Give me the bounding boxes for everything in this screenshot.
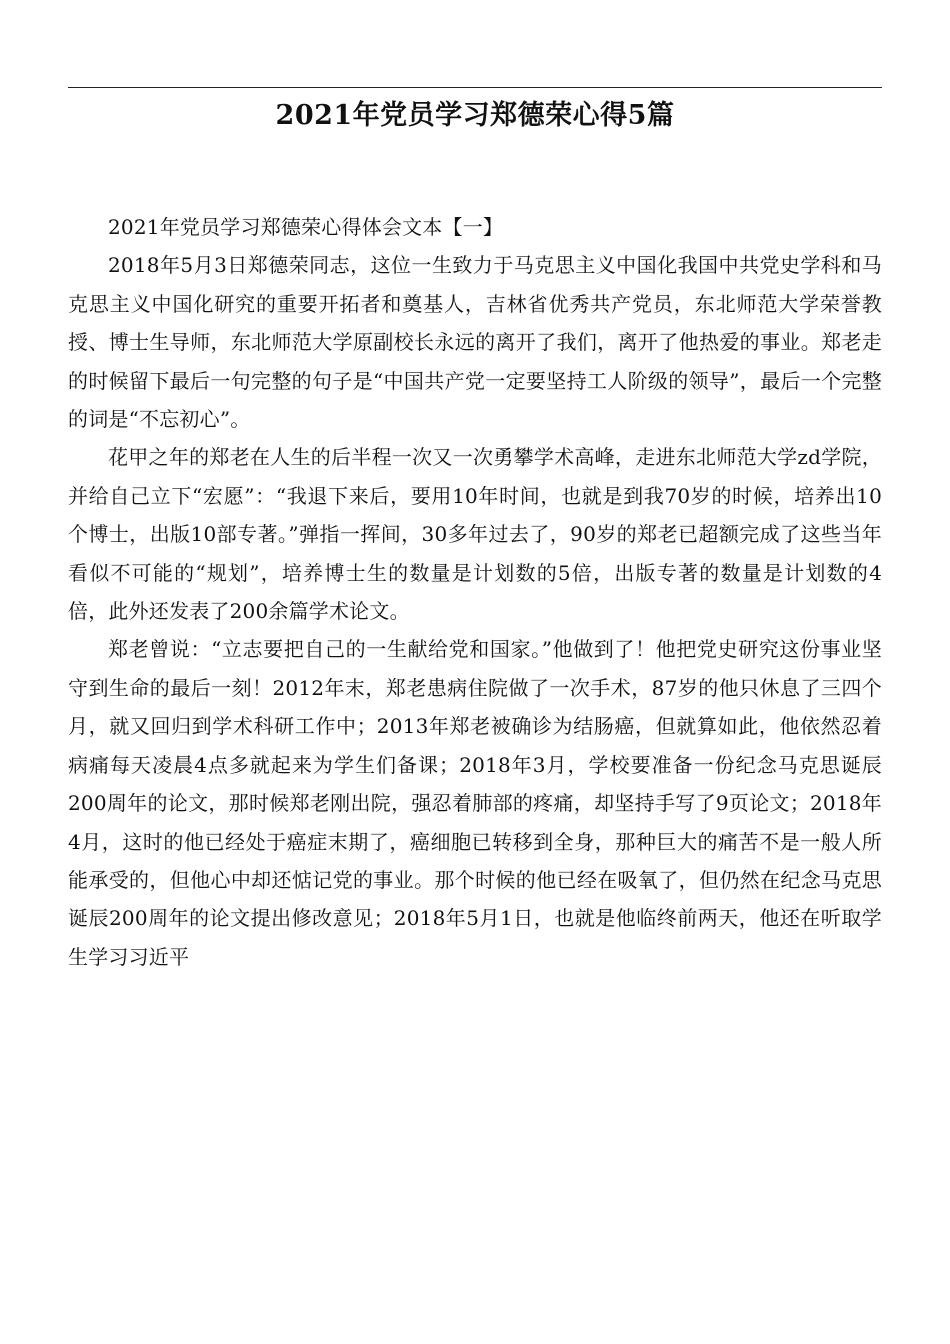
body-paragraph-1: 2018年5月3日郑德荣同志，这位一生致力于马克思主义中国化我国中共党史学科和马克思主义中国化研究的重要开拓者和奠基人，吉林省优秀共产党员，东北师范大学荣誉教授、博士生导师，东北师范大学原副校长永远的离开了我们，离开了他热爱的事业。郑老走的时候留下最后一句完整的句子是“中国共产党一定要坚持工人阶级的领导”，最后一个完整的词是“不忘初心”。: [68, 253, 882, 432]
body-paragraph-2: 花甲之年的郑老在人生的后半程一次又一次勇攀学术高峰，走进东北师范大学zd学院，并给自己立下“宏愿”：“我退下来后，要用10年时间，也就是到我70岁的时候，培养出10个博士，出版10部专著。”弹指一挥间，30多年过去了，90岁的郑老已超额完成了这些当年看似不可能的“规划”，培养博士生的数量是计划数的5倍，出版专著的数量是计划数的4倍，此外还发表了200余篇学术论文。: [68, 445, 882, 624]
section-heading: 2021年党员学习郑德荣心得体会文本【一】: [108, 215, 504, 239]
header-rule: [68, 87, 882, 88]
document-body: [68, 208, 882, 976]
document-title: 2021年党员学习郑德荣心得5篇: [275, 100, 675, 131]
body-paragraph-3: 郑老曾说：“立志要把自己的一生献给党和国家。”他做到了！他把党史研究这份事业坚守到生命的最后一刻！2012年末，郑老患病住院做了一次手术，87岁的他只休息了三四个月，就又回归到学术科研工作中；2013年郑老被确诊为结肠癌，但就算如此，他依然忍着病痛每天凌晨4点多就起来为学生们备课；2018年3月，学校要准备一份纪念马克思诞辰200周年的论文，那时候郑老刚出院，强忍着肺部的疼痛，却坚持手写了9页论文；2018年4月，这时的他已经处于癌症末期了，癌细胞已转移到全身，那种巨大的痛苦不是一般人所能承受的，但他心中却还惦记党的事业。那个时候的他已经在吸氧了，但仍然在纪念马克思诞辰200周年的论文提出修改意见；2018年5月1日，也就是他临终前两天，他还在听取学生学习习近平: [68, 637, 882, 969]
